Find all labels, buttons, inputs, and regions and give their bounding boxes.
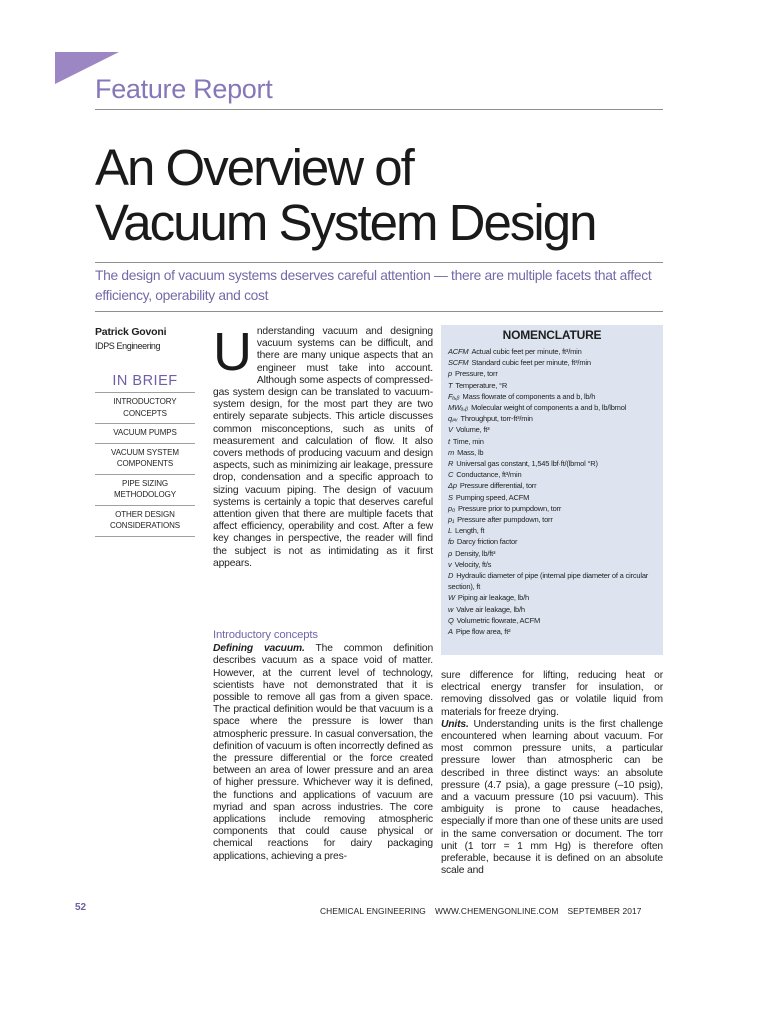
magazine-name: CHEMICAL ENGINEERING xyxy=(320,906,426,916)
nomenclature-definition: Conductance, ft³/min xyxy=(456,470,522,480)
title-line-1: An Overview of xyxy=(95,139,413,196)
nomenclature-symbol: ACFM xyxy=(448,347,469,356)
nomenclature-symbol: SCFM xyxy=(448,358,469,368)
nomenclature-entry xyxy=(448,447,659,458)
nomenclature-entry xyxy=(448,458,659,469)
nomenclature-symbol: ρ xyxy=(448,548,453,558)
nomenclature-symbol: Δp xyxy=(448,481,457,491)
divider xyxy=(95,262,663,263)
nomenclature-definition: Volume, ft³ xyxy=(455,425,490,435)
nomenclature-entry xyxy=(448,402,659,413)
nomenclature-definition: Mass, lb xyxy=(457,447,484,457)
in-brief-item: PIPE SIZING METHODOLOGY xyxy=(95,475,195,506)
nomenclature-symbol: p xyxy=(448,369,452,379)
nomenclature-entry xyxy=(448,380,659,391)
nomenclature-definition: Pressure prior to pumpdown, torr xyxy=(457,503,562,513)
drop-cap: U xyxy=(213,322,252,382)
nomenclature-entry xyxy=(448,480,659,491)
nomenclature-definition: Velocity, ft/s xyxy=(454,559,492,569)
paragraph-text: The common definition describes vacuum as a space void of matter. However, at the current level of technology, scientists have not demonstrated that it is possible to remove all gas from a given space. The practical definition would be that vacuum is a space where the pressure is lower than atmospheric pressure. In casual conversation, the definition of vacuum is often incorrectly defined as the pressure differential or the force created between an area of lower pressure and an area of higher pressure. Whichever way it is defined, the functions and applications of vacuum are myriad and span across industries. The core applications include removing atmospheric components that could cause physical or chemical reactions for dairy packaging applications, achieving a pres- xyxy=(213,643,434,862)
nomenclature-definition: Universal gas constant, 1,545 lbf·ft/(lbmol °R) xyxy=(456,459,598,469)
nomenclature-definition: Pressure differential, torr xyxy=(459,481,537,491)
nomenclature-symbol: V xyxy=(448,425,453,435)
nomenclature-symbol: t xyxy=(448,436,450,446)
nomenclature-definition: Hydraulic diameter of pipe (internal pipe diameter of a circular section), ft xyxy=(448,571,649,592)
divider xyxy=(95,311,663,312)
issue-date: SEPTEMBER 2017 xyxy=(567,906,642,916)
nomenclature-definition: Actual cubic feet per minute, ft³/min xyxy=(471,347,582,356)
nomenclature-symbol: fᴅ xyxy=(448,537,454,547)
author-affiliation: IDPS Engineering xyxy=(95,341,161,351)
nomenclature-definition: Piping air leakage, lb/h xyxy=(457,593,529,603)
nomenclature-entry xyxy=(448,525,659,536)
in-brief-list xyxy=(95,392,195,537)
continued-paragraph: sure difference for lifting, reducing heat or electrical energy transfer for insulation, or removing dissolved gas or volatile liquid from materials for freeze drying. xyxy=(441,670,663,718)
author-name: Patrick Govoni xyxy=(95,326,167,338)
nomenclature-entry xyxy=(448,357,659,368)
nomenclature-definition: Standard cubic feet per minute, ft³/min xyxy=(471,358,591,368)
page-number: 52 xyxy=(75,902,87,913)
nomenclature-entry xyxy=(448,391,659,402)
nomenclature-definition: Valve air leakage, lb/h xyxy=(456,604,525,614)
nomenclature-box xyxy=(441,325,663,655)
nomenclature-symbol: qₚᵥ xyxy=(448,414,458,424)
nomenclature-entry xyxy=(448,492,659,503)
nomenclature-symbol: C xyxy=(448,470,454,480)
nomenclature-entry xyxy=(448,436,659,447)
paragraph-text: Understanding units is the first challenge encountered when learning about vacuum. For most common pressure units, a particular pressure lower than atmospheric can be described in three distinct ways: an absolute pressure (4.7 psia), a gage pressure (–10 psig), and a vacuum pressure (10 psi vacuum). This ambiguity is prone to cause headaches, especially if more than one of these units are used in the same conversation or document. The torr unit (1 torr = 1 mm Hg) is therefore often preferable, because it is defined on an absolute scale and xyxy=(441,718,663,877)
nomenclature-symbol: L xyxy=(448,526,452,536)
in-brief-item: VACUUM SYSTEM COMPONENTS xyxy=(95,444,195,475)
nomenclature-symbol: D xyxy=(448,571,454,581)
body-column-2 xyxy=(441,670,663,877)
runin-heading: Units. xyxy=(441,718,469,730)
nomenclature-definition: Pressure after pumpdown, torr xyxy=(457,515,553,525)
nomenclature-symbol: Fₐ,ᵦ xyxy=(448,391,460,401)
in-brief-item: VACUUM PUMPS xyxy=(95,424,195,444)
nomenclature-definition: Volumetric flowrate, ACFM xyxy=(456,615,541,625)
intro-paragraph xyxy=(213,322,433,570)
nomenclature-entry xyxy=(448,548,659,559)
website-link[interactable]: WWW.CHEMENGONLINE.COM xyxy=(434,906,559,916)
nomenclature-symbol: p₀ xyxy=(448,503,455,513)
divider xyxy=(95,109,663,110)
nomenclature-definition: Throughput, torr-ft³/min xyxy=(460,414,533,424)
nomenclature-title: NOMENCLATURE xyxy=(502,328,602,342)
nomenclature-definition: Pipe flow area, ft² xyxy=(455,627,511,637)
nomenclature-symbol: m xyxy=(448,447,455,457)
nomenclature-symbol: S xyxy=(448,492,453,502)
nomenclature-entry xyxy=(448,503,659,514)
nomenclature-definition: Temperature, °R xyxy=(455,380,508,390)
in-brief-heading: IN BRIEF xyxy=(112,373,178,389)
nomenclature-entry xyxy=(448,570,659,592)
nomenclature-symbol: T xyxy=(448,380,453,390)
in-brief-item: OTHER DESIGN CONSIDERATIONS xyxy=(95,506,195,537)
nomenclature-entry xyxy=(448,615,659,626)
defining-vacuum-paragraph xyxy=(213,643,433,863)
article-title xyxy=(95,140,695,250)
nomenclature-definition: Pressure, torr xyxy=(454,369,498,379)
in-brief-item: INTRODUCTORY CONCEPTS xyxy=(95,393,195,424)
nomenclature-symbol: v xyxy=(448,559,452,569)
nomenclature-entry xyxy=(448,469,659,480)
nomenclature-symbol: A xyxy=(448,627,453,637)
nomenclature-entry xyxy=(448,536,659,547)
article-deck: The design of vacuum systems deserves careful attention — there are multiple facets that affect efficiency, operability and cost xyxy=(95,268,652,303)
section-subhead: Introductory concepts xyxy=(213,629,318,641)
nomenclature-symbol: W xyxy=(448,593,455,603)
nomenclature-symbol: Q xyxy=(448,615,454,625)
nomenclature-entry xyxy=(448,346,659,357)
nomenclature-definition: Molecular weight of components a and b, lb/lbmol xyxy=(471,403,627,413)
units-paragraph xyxy=(441,719,663,878)
nomenclature-symbol: MWₐ,ᵦ xyxy=(448,403,469,413)
title-line-2: Vacuum System Design xyxy=(95,194,596,251)
nomenclature-definition: Time, min xyxy=(452,436,484,446)
body-column-1-bottom xyxy=(213,629,433,863)
nomenclature-symbol: p₁ xyxy=(448,515,455,525)
nomenclature-entry xyxy=(448,626,659,637)
body-column-1-top xyxy=(213,322,433,570)
nomenclature-definition: Density, lb/ft³ xyxy=(455,548,496,558)
nomenclature-definition: Pumping speed, ACFM xyxy=(455,492,530,502)
nomenclature-definition: Length, ft xyxy=(454,526,485,536)
nomenclature-entry xyxy=(448,514,659,525)
nomenclature-entry xyxy=(448,413,659,424)
nomenclature-symbol: R xyxy=(448,459,454,469)
nomenclature-entry xyxy=(448,424,659,435)
runin-heading: Defining vacuum. xyxy=(213,643,305,655)
nomenclature-entry xyxy=(448,604,659,615)
section-label: Feature Report xyxy=(95,74,273,104)
nomenclature-symbol: w xyxy=(448,604,454,614)
nomenclature-definition: Mass flowrate of components a and b, lb/h xyxy=(462,391,596,401)
page-footer xyxy=(320,906,666,916)
nomenclature-entry xyxy=(448,368,659,379)
nomenclature-list xyxy=(441,346,663,637)
nomenclature-entry xyxy=(448,592,659,603)
nomenclature-entry xyxy=(448,559,659,570)
intro-text: nderstanding vacuum and designing vacuum systems can be difficult, and there are many unique aspects that an engineer must take into account. Although some aspects of compressed-gas system design can be translated to vacuum-system design, for the most part they are two entirely separate subjects. This article discusses common misconceptions, such as units of measurement and calculation of flow. It also covers methods of producing vacuum and design aspects, such as minimizing air leakage, pressure drop, condensation and a specific approach to sizing vacuum piping. The design of vacuum systems is certainly a topic that deserves careful attention given that there are multiple facets that affect efficiency, operability and cost. After a few key changes in perspective, the reader will find the subject is not as intimidating as it first appears. xyxy=(213,326,433,569)
nomenclature-definition: Darcy friction factor xyxy=(456,537,518,547)
